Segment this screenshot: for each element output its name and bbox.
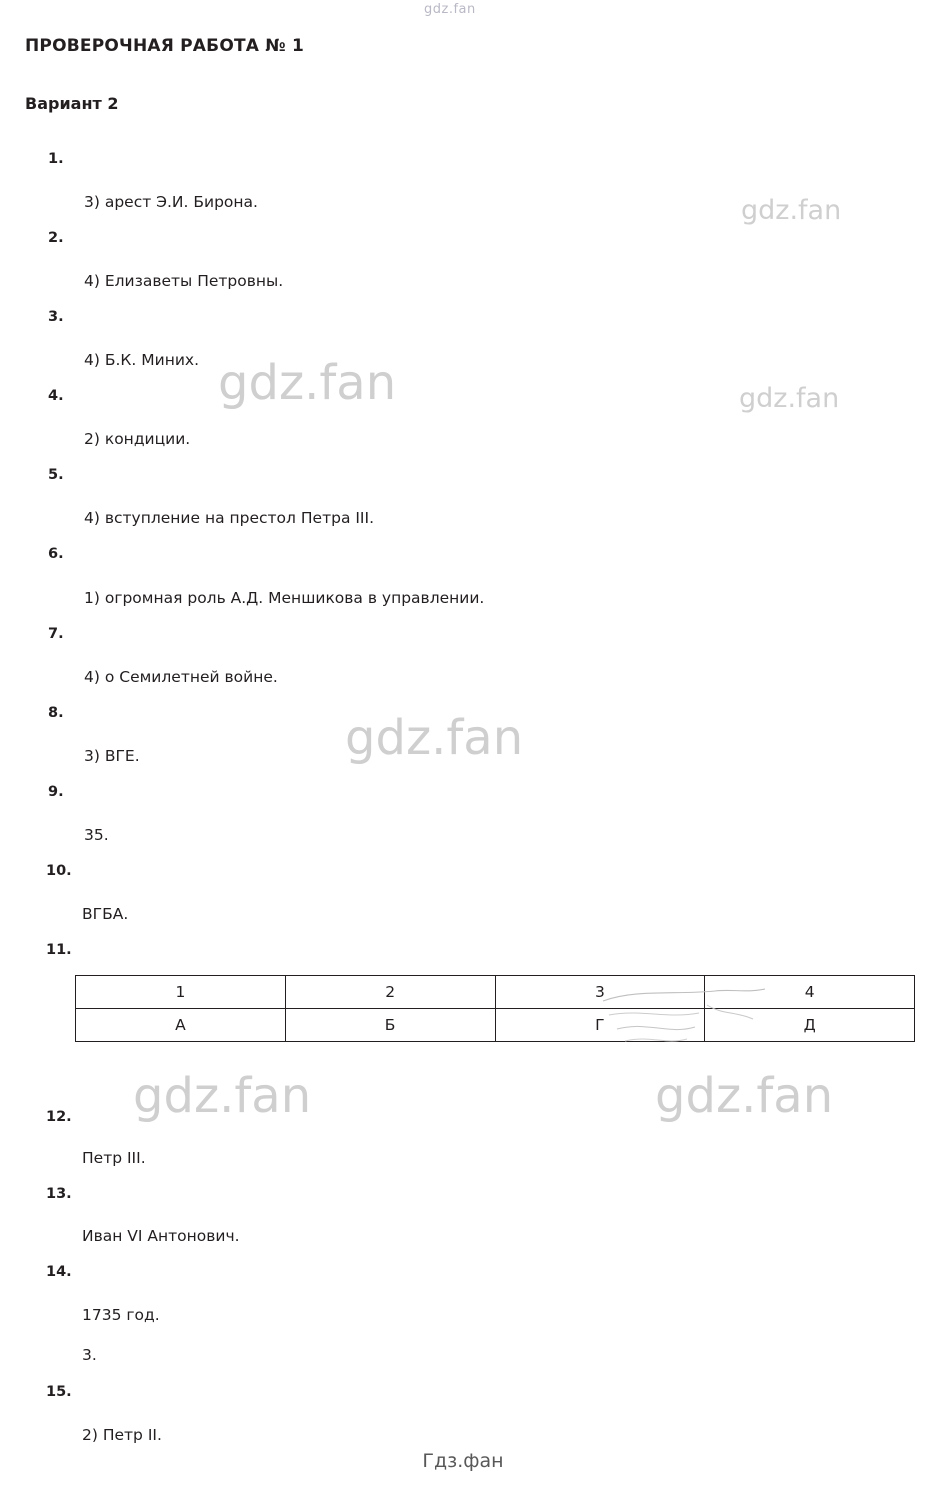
answer-number: 4. [48, 388, 64, 404]
answer-number: 14. [46, 1264, 72, 1280]
answer-number: 8. [48, 705, 64, 721]
table-row [76, 1009, 915, 1042]
answer-text: Иван VI Антонович. [82, 1227, 240, 1245]
variant-label: Вариант 2 [25, 94, 119, 113]
answer-text: 2) Петр II. [82, 1426, 162, 1444]
answer-number: 2. [48, 230, 64, 246]
answer-text: 4) Б.К. Миних. [84, 351, 200, 369]
answer-number: 13. [46, 1186, 72, 1202]
answer-number: 5. [48, 467, 64, 483]
table-cell-header: 3 [495, 976, 705, 1009]
table-cell-answer: Б [285, 1009, 495, 1042]
answer-text-extra: 3. [82, 1346, 97, 1364]
answer-text: Петр III. [82, 1149, 146, 1167]
table-cell-header: 4 [705, 976, 915, 1009]
watermark-top: gdz.fan [424, 2, 476, 17]
answer-text: 3) арест Э.И. Бирона. [84, 193, 258, 211]
table-cell-header: 2 [285, 976, 495, 1009]
watermark-right-2: gdz.fan [739, 383, 840, 414]
table-cell-answer: Д [705, 1009, 915, 1042]
answer-number: 7. [48, 626, 64, 642]
matching-answer-table [75, 975, 915, 1042]
answer-number: 12. [46, 1109, 72, 1125]
answer-text: 4) Елизаветы Петровны. [84, 272, 284, 290]
answer-number: 15. [46, 1384, 72, 1400]
table-row-header [76, 976, 915, 1009]
answer-text: 1) огромная роль А.Д. Меншикова в управлении. [84, 589, 485, 607]
answer-number: 11. [46, 942, 72, 958]
answer-number: 6. [48, 546, 64, 562]
answer-text: 4) о Семилетней войне. [84, 668, 278, 686]
page-title: ПРОВЕРОЧНАЯ РАБОТА № 1 [25, 36, 305, 56]
watermark-center-1: gdz.fan [218, 355, 397, 411]
answer-number: 9. [48, 784, 64, 800]
answer-text: 35. [84, 826, 109, 844]
watermark-center-4: gdz.fan [655, 1068, 834, 1124]
watermark-center-2: gdz.fan [345, 710, 524, 766]
table-cell-answer: А [76, 1009, 286, 1042]
answer-number: 10. [46, 863, 72, 879]
answer-text: 1735 год. [82, 1306, 160, 1324]
table-cell-header: 1 [76, 976, 286, 1009]
answer-text: 3) ВГЕ. [84, 747, 140, 765]
answer-text: 2) кондиции. [84, 430, 191, 448]
watermark-bottom: Гдз.фан [422, 1450, 504, 1472]
watermark-center-3: gdz.fan [133, 1068, 312, 1124]
answer-text: ВГБА. [82, 905, 129, 923]
watermark-right-1: gdz.fan [741, 195, 842, 226]
answer-text: 4) вступление на престол Петра III. [84, 509, 375, 527]
answer-number: 1. [48, 151, 64, 167]
answer-number: 3. [48, 309, 64, 325]
table-cell-answer: Г [495, 1009, 705, 1042]
